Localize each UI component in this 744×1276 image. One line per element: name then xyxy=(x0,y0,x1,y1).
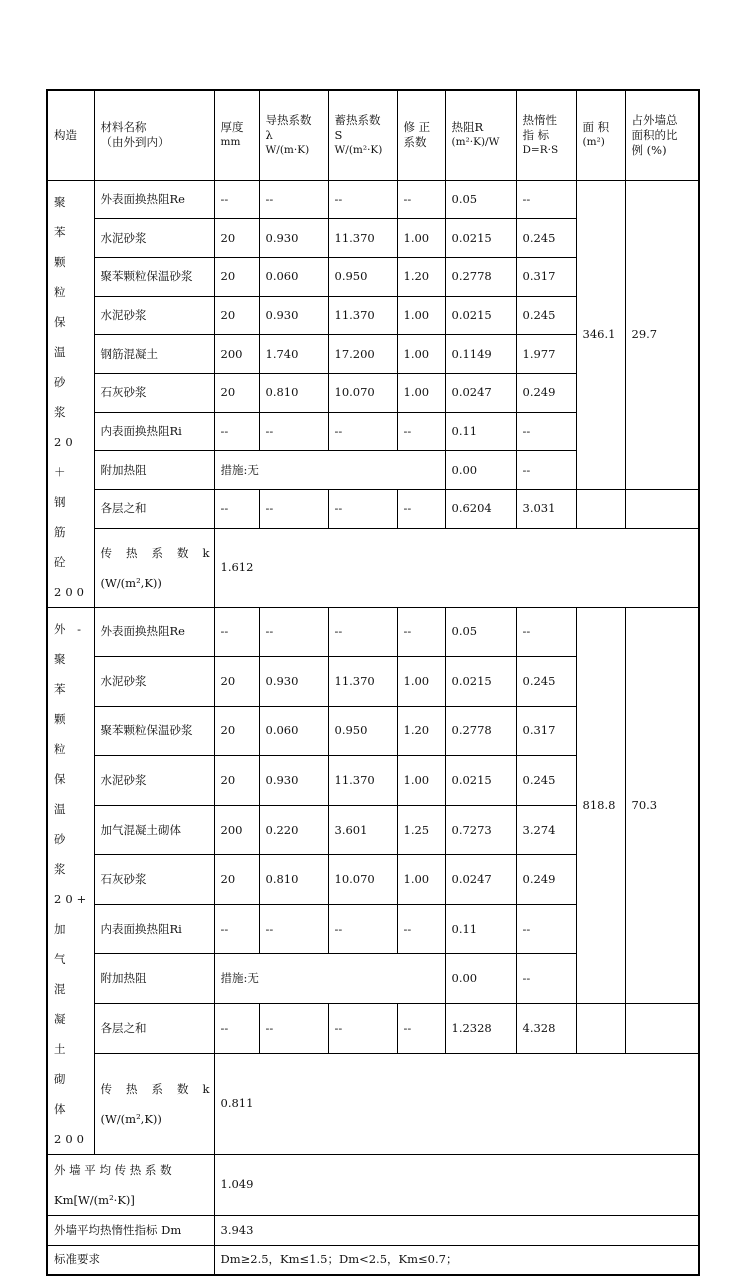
storage-value: 11.370 xyxy=(328,219,397,258)
header-material-line2: （由外到内） xyxy=(100,135,170,150)
header-inertia-line3: D=R·S xyxy=(522,143,559,156)
material-name: 水泥砂浆 xyxy=(94,219,214,258)
resistance-value: 0.2778 xyxy=(445,706,516,756)
thickness-value: -- xyxy=(214,904,259,954)
header-ratio-line3: 例 (%) xyxy=(631,142,667,157)
header-ratio-line2: 面积的比 xyxy=(631,127,678,142)
km-value: 1.049 xyxy=(214,1154,699,1215)
material-name: 水泥砂浆 xyxy=(94,657,214,707)
table-row xyxy=(47,1215,699,1245)
group1-area-value: 346.1 xyxy=(576,180,625,490)
header-row xyxy=(47,90,699,180)
correction-value: 1.00 xyxy=(397,657,445,707)
group1-construct-label-line: 保 温 xyxy=(54,314,70,359)
header-material xyxy=(94,90,214,180)
group2-construct-label xyxy=(47,607,94,1154)
material-name: 钢筋混凝土 xyxy=(94,335,214,374)
extra-resistance-d: -- xyxy=(516,954,576,1004)
resistance-value: 0.11 xyxy=(445,412,516,451)
correction-value: -- xyxy=(397,904,445,954)
material-name: 水泥砂浆 xyxy=(94,296,214,335)
thermal-performance-table xyxy=(46,89,700,1276)
header-area-line2: (m²) xyxy=(582,136,605,149)
conductivity-value: 1.740 xyxy=(259,335,328,374)
thickness-value: 20 xyxy=(214,257,259,296)
correction-value: -- xyxy=(397,412,445,451)
inertia-value: 0.245 xyxy=(516,219,576,258)
thickness-value: 20 xyxy=(214,296,259,335)
header-storage xyxy=(328,90,397,180)
header-conductivity-line3: W/(m·K) xyxy=(265,143,310,156)
thickness-value: -- xyxy=(214,180,259,219)
extra-resistance-measure: 措施:无 xyxy=(214,451,445,490)
correction-value: 1.25 xyxy=(397,805,445,855)
table-row xyxy=(47,1004,699,1054)
sum-name: 各层之和 xyxy=(94,1004,214,1054)
storage-value: 11.370 xyxy=(328,657,397,707)
group2-area-value: 818.8 xyxy=(576,607,625,1004)
inertia-value: -- xyxy=(516,412,576,451)
sum-area-empty xyxy=(576,1004,625,1054)
km-label-line1: 外 墙 平 均 传 热 系 数 xyxy=(54,1162,172,1177)
inertia-value: 0.249 xyxy=(516,855,576,905)
header-conductivity-line2: λ xyxy=(265,127,273,142)
group1-construct-label xyxy=(47,180,94,607)
group2-k-label-line1: 传 热 系 数 k xyxy=(100,1081,210,1096)
resistance-value: 0.0215 xyxy=(445,657,516,707)
table-row xyxy=(47,180,699,219)
material-name: 加气混凝土砌体 xyxy=(94,805,214,855)
header-material-line1: 材料名称 xyxy=(100,120,147,135)
material-name: 聚苯颗粒保温砂浆 xyxy=(94,257,214,296)
inertia-value: 0.249 xyxy=(516,373,576,412)
storage-value: 0.950 xyxy=(328,706,397,756)
thickness-value: 200 xyxy=(214,335,259,374)
header-inertia-line2: 指 标 xyxy=(522,127,550,142)
header-conductivity xyxy=(259,90,328,180)
sum-conductivity: -- xyxy=(259,490,328,529)
thickness-value: 20 xyxy=(214,855,259,905)
storage-value: -- xyxy=(328,412,397,451)
sum-ratio-empty xyxy=(625,1004,699,1054)
material-name: 内表面换热阻Ri xyxy=(94,412,214,451)
material-name: 石灰砂浆 xyxy=(94,373,214,412)
correction-value: 1.00 xyxy=(397,219,445,258)
group2-construct-label-line: 聚 苯 xyxy=(54,651,70,696)
resistance-value: 0.0247 xyxy=(445,855,516,905)
group1-k-value: 1.612 xyxy=(214,528,699,607)
thickness-value: 20 xyxy=(214,219,259,258)
thickness-value: 200 xyxy=(214,805,259,855)
storage-value: -- xyxy=(328,180,397,219)
header-inertia-line1: 热惰性 xyxy=(522,112,557,127)
header-correction xyxy=(397,90,445,180)
header-area-line1: 面 积 xyxy=(582,120,610,135)
table-row xyxy=(47,607,699,657)
table-row xyxy=(47,1053,699,1154)
resistance-value: 0.05 xyxy=(445,180,516,219)
thickness-value: 20 xyxy=(214,706,259,756)
resistance-value: 0.0215 xyxy=(445,219,516,258)
header-inertia xyxy=(516,90,576,180)
thickness-value: 20 xyxy=(214,657,259,707)
sum-correction: -- xyxy=(397,490,445,529)
group2-construct-label-line: 200 xyxy=(54,1131,88,1146)
resistance-value: 0.7273 xyxy=(445,805,516,855)
header-conductivity-line1: 导热系数 xyxy=(265,112,312,127)
material-name: 水泥砂浆 xyxy=(94,756,214,806)
correction-value: 1.00 xyxy=(397,296,445,335)
inertia-value: -- xyxy=(516,904,576,954)
thickness-value: -- xyxy=(214,607,259,657)
storage-value: 10.070 xyxy=(328,373,397,412)
inertia-value: 0.245 xyxy=(516,657,576,707)
dm-value: 3.943 xyxy=(214,1215,699,1245)
inertia-value: -- xyxy=(516,180,576,219)
group1-construct-label-line: 20 ＋ xyxy=(54,434,77,479)
conductivity-value: -- xyxy=(259,412,328,451)
correction-value: 1.00 xyxy=(397,373,445,412)
table-row xyxy=(47,528,699,607)
extra-resistance-name: 附加热阻 xyxy=(94,954,214,1004)
group1-construct-label-line: 200 xyxy=(54,584,88,599)
group2-k-label-line2: (W/(m²,K)) xyxy=(100,1111,162,1126)
header-correction-line1: 修 正 xyxy=(403,120,431,135)
sum-area-empty xyxy=(576,490,625,529)
table-row xyxy=(47,1245,699,1275)
storage-value: 3.601 xyxy=(328,805,397,855)
thickness-value: 20 xyxy=(214,373,259,412)
resistance-value: 0.11 xyxy=(445,904,516,954)
sum-resistance: 1.2328 xyxy=(445,1004,516,1054)
extra-resistance-r: 0.00 xyxy=(445,954,516,1004)
correction-value: 1.20 xyxy=(397,706,445,756)
group1-k-label-line1: 传 热 系 数 k xyxy=(100,545,210,560)
thickness-value: -- xyxy=(214,412,259,451)
group1-construct-label-line: 砂 浆 xyxy=(54,374,70,419)
header-resistance-line1: 热阻R xyxy=(451,120,484,135)
group2-construct-label-line: 20+ xyxy=(54,891,91,906)
group1-construct-label-line: 钢 筋 xyxy=(54,494,70,539)
standard-value: Dm≥2.5，Km≤1.5；Dm<2.5，Km≤0.7； xyxy=(214,1245,699,1275)
resistance-value: 0.0215 xyxy=(445,296,516,335)
group2-construct-label-line: 砂 浆 xyxy=(54,831,70,876)
km-label-line2: Km[W/(m²·K)] xyxy=(54,1192,135,1207)
inertia-value: 3.274 xyxy=(516,805,576,855)
standard-label: 标准要求 xyxy=(47,1245,214,1275)
group2-construct-label-line: 土 砌 xyxy=(54,1041,70,1086)
sum-ratio-empty xyxy=(625,490,699,529)
material-name: 内表面换热阻Ri xyxy=(94,904,214,954)
conductivity-value: -- xyxy=(259,904,328,954)
extra-resistance-d: -- xyxy=(516,451,576,490)
conductivity-value: -- xyxy=(259,607,328,657)
storage-value: -- xyxy=(328,607,397,657)
resistance-value: 0.0215 xyxy=(445,756,516,806)
table-body xyxy=(47,90,699,1275)
conductivity-value: 0.810 xyxy=(259,373,328,412)
conductivity-value: 0.810 xyxy=(259,855,328,905)
sum-resistance: 0.6204 xyxy=(445,490,516,529)
header-ratio xyxy=(625,90,699,180)
storage-value: 17.200 xyxy=(328,335,397,374)
header-resistance xyxy=(445,90,516,180)
correction-value: 1.20 xyxy=(397,257,445,296)
conductivity-value: 0.930 xyxy=(259,657,328,707)
correction-value: 1.00 xyxy=(397,756,445,806)
header-resistance-line2: (m²·K)/W xyxy=(451,136,500,149)
extra-resistance-measure: 措施:无 xyxy=(214,954,445,1004)
group2-ratio-value: 70.3 xyxy=(625,607,699,1004)
conductivity-value: -- xyxy=(259,180,328,219)
sum-storage: -- xyxy=(328,490,397,529)
sum-conductivity: -- xyxy=(259,1004,328,1054)
sum-storage: -- xyxy=(328,1004,397,1054)
table-row xyxy=(47,490,699,529)
group2-construct-label-line: 混 凝 xyxy=(54,981,70,1026)
storage-value: 11.370 xyxy=(328,296,397,335)
group2-k-label xyxy=(94,1053,214,1154)
conductivity-value: 0.930 xyxy=(259,296,328,335)
conductivity-value: 0.220 xyxy=(259,805,328,855)
header-correction-line2: 系数 xyxy=(403,135,427,150)
inertia-value: -- xyxy=(516,607,576,657)
inertia-value: 0.317 xyxy=(516,706,576,756)
group1-k-label xyxy=(94,528,214,607)
resistance-value: 0.05 xyxy=(445,607,516,657)
table-row xyxy=(47,1154,699,1215)
sum-correction: -- xyxy=(397,1004,445,1054)
sum-inertia: 3.031 xyxy=(516,490,576,529)
resistance-value: 0.1149 xyxy=(445,335,516,374)
header-construct: 构造 xyxy=(47,90,94,180)
extra-resistance-name: 附加热阻 xyxy=(94,451,214,490)
sum-name: 各层之和 xyxy=(94,490,214,529)
conductivity-value: 0.060 xyxy=(259,257,328,296)
group2-construct-label-line: 加 气 xyxy=(54,921,70,966)
correction-value: -- xyxy=(397,180,445,219)
storage-value: 11.370 xyxy=(328,756,397,806)
group1-construct-label-line: 砼 xyxy=(54,554,70,569)
inertia-value: 0.317 xyxy=(516,257,576,296)
header-storage-line3: W/(m²·K) xyxy=(334,143,383,156)
inertia-value: 1.977 xyxy=(516,335,576,374)
group1-k-label-line2: (W/(m²,K)) xyxy=(100,575,162,590)
correction-value: 1.00 xyxy=(397,335,445,374)
conductivity-value: 0.930 xyxy=(259,219,328,258)
resistance-value: 0.2778 xyxy=(445,257,516,296)
extra-resistance-r: 0.00 xyxy=(445,451,516,490)
sum-inertia: 4.328 xyxy=(516,1004,576,1054)
header-thickness-line2: mm xyxy=(220,136,241,149)
inertia-value: 0.245 xyxy=(516,756,576,806)
group2-k-value: 0.811 xyxy=(214,1053,699,1154)
thickness-value: 20 xyxy=(214,756,259,806)
material-name: 外表面换热阻Re xyxy=(94,180,214,219)
storage-value: -- xyxy=(328,904,397,954)
conductivity-value: 0.060 xyxy=(259,706,328,756)
sum-thickness: -- xyxy=(214,1004,259,1054)
header-thickness-line1: 厚度 xyxy=(220,120,244,135)
header-storage-line1: 蓄热系数 xyxy=(334,112,381,127)
group2-construct-label-line: 颗 粒 xyxy=(54,711,70,756)
resistance-value: 0.0247 xyxy=(445,373,516,412)
group1-construct-label-line: 颗 粒 xyxy=(54,254,70,299)
correction-value: -- xyxy=(397,607,445,657)
group1-construct-label-line: 聚 苯 xyxy=(54,194,70,239)
header-thickness xyxy=(214,90,259,180)
conductivity-value: 0.930 xyxy=(259,756,328,806)
header-area xyxy=(576,90,625,180)
header-ratio-line1: 占外墙总 xyxy=(631,112,678,127)
storage-value: 0.950 xyxy=(328,257,397,296)
group2-construct-label-line: 体 xyxy=(54,1101,70,1116)
material-name: 外表面换热阻Re xyxy=(94,607,214,657)
material-name: 石灰砂浆 xyxy=(94,855,214,905)
sum-thickness: -- xyxy=(214,490,259,529)
material-name: 聚苯颗粒保温砂浆 xyxy=(94,706,214,756)
storage-value: 10.070 xyxy=(328,855,397,905)
inertia-value: 0.245 xyxy=(516,296,576,335)
correction-value: 1.00 xyxy=(397,855,445,905)
group2-construct-label-line: 外 - xyxy=(54,621,86,636)
group2-construct-label-line: 保 温 xyxy=(54,771,70,816)
km-label xyxy=(47,1154,214,1215)
group1-ratio-value: 29.7 xyxy=(625,180,699,490)
dm-label: 外墙平均热惰性指标 Dm xyxy=(47,1215,214,1245)
header-storage-line2: S xyxy=(334,127,343,142)
